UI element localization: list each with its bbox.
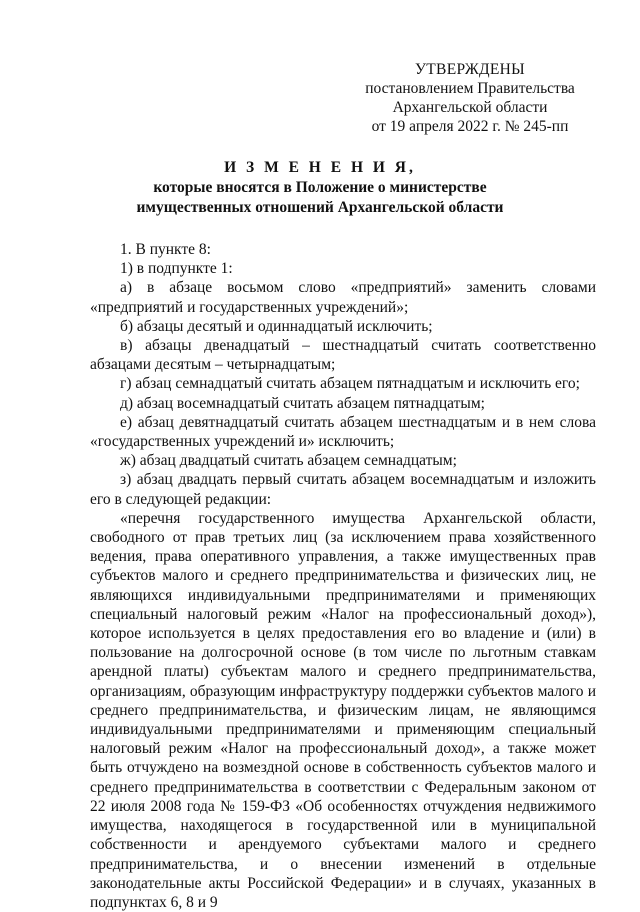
paragraph-quoted-text: «перечня государственного имущества Архангельской области, свободного от прав третьих лиц (за исключением права хозяйственного ведения, права оперативного управления, а также имущественных прав субъектов малого и среднего предпринимательства и физических лиц, не являющихся индивидуальными предпринимателями и применяющих специальный налоговый режим «Налог на профессиональный доход»), которое используется в целях предоставления его во владение и (или) в пользование на долгосрочной основе (в том числе по льготным ставкам арендной платы) субъектам малого и среднего предпринимательства, организациям, образующим инфраструктуру поддержки субъектов малого и среднего предпринимательства, и физическим лицам, не являющимся индивидуальными предпринимателями и применяющим специальный налоговый режим «Налог на профессиональный доход», а также может быть отчуждено на возмездной основе в собственность субъектов малого и среднего предпринимательства в соответствии с Федеральным законом от 22 июля 2008 года № 159-ФЗ «Об особенностях отчуждения недвижимого имущества, находящегося в государственной или в муниципальной собственности и арендуемого субъектами малого и среднего предпринимательства, и о внесении изменений в отдельные законодательные акты Российской Федерации» и в случаях, указанных в подпунктах 6, 8 и 9	[90, 509, 596, 911]
approval-line-3: от 19 апреля 2022 г. № 245-пп	[371, 118, 569, 135]
approval-line-2: Архангельской области	[392, 99, 548, 116]
paragraph-subitem-1: 1) в подпункте 1:	[120, 260, 233, 278]
document-title-block	[60, 158, 580, 218]
paragraph-clause-b: б) абзацы десятый и одиннадцатый исключить;	[120, 317, 433, 335]
document-subtitle-line-1: которые вносятся в Положение о министерстве	[153, 179, 487, 196]
document-subtitle-line-2: имущественных отношений Архангельской области	[136, 199, 504, 216]
paragraph-clause-e: е) абзац девятнадцатый считать абзацем шестнадцатым и в нем слова «государственных учреждений и» исключить;	[90, 413, 596, 451]
paragraph-clause-zh: ж) абзац двадцатый считать абзацем семнадцатым;	[120, 452, 457, 470]
paragraph-clause-z: з) абзац двадцать первый считать абзацем восемнадцатым и изложить его в следующей редакции:	[90, 471, 596, 508]
paragraph-clause-g: г) абзац семнадцатый считать абзацем пятнадцатым и исключить его;	[120, 375, 580, 393]
paragraph-clause-d: д) абзац восемнадцатый считать абзацем пятнадцатым;	[120, 394, 485, 412]
paragraph-clause-v: в) абзацы двенадцатый – шестнадцатый считать соответственно абзацами десятым – четырнадцатым;	[90, 337, 596, 374]
approval-title: УТВЕРЖДЕНЫ	[415, 61, 525, 78]
document-heading: И З М Е Н Е Н И Я,	[224, 159, 416, 176]
paragraph-clause-a: а) в абзаце восьмом слово «предприятий» заменить словами «предприятий и государственных учреждений»;	[90, 279, 596, 316]
paragraph-item-1: 1. В пункте 8:	[120, 241, 211, 258]
approval-stamp	[360, 60, 580, 136]
approval-line-1: постановлением Правительства	[365, 80, 575, 97]
document-body	[90, 240, 596, 912]
